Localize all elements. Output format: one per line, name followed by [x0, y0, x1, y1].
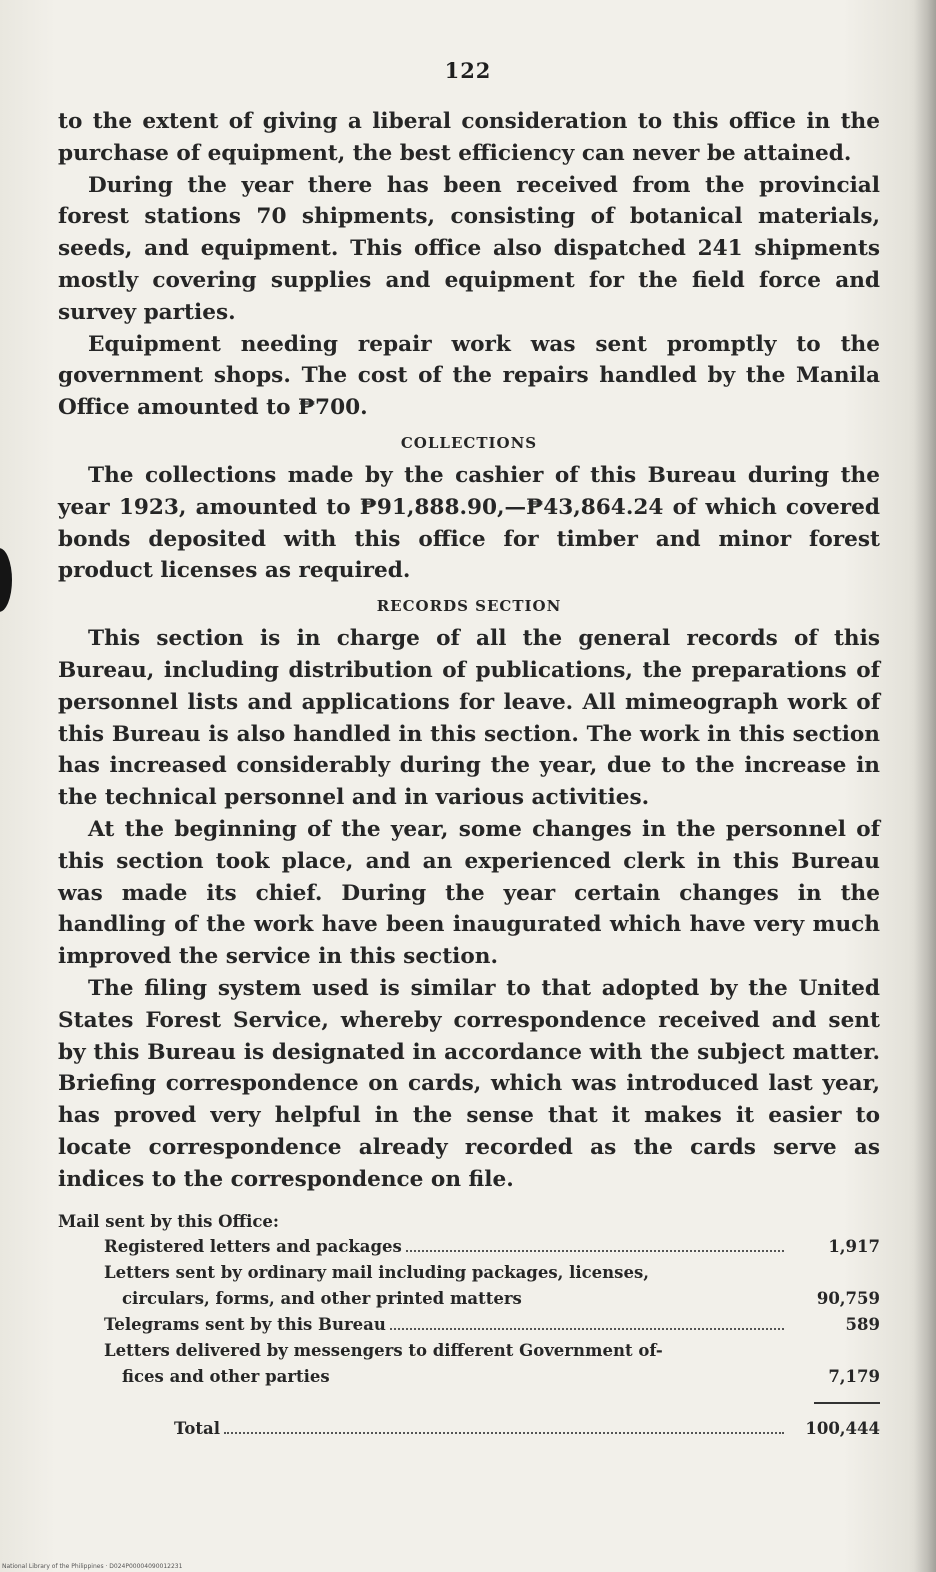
- total-label: Total: [174, 1418, 220, 1438]
- collections-heading: COLLECTIONS: [400, 433, 538, 452]
- binding-hole: [0, 548, 12, 612]
- dot-leader: [406, 1249, 784, 1252]
- paragraph-records-charge: This section is in charge of all the general records of this Bureau, including distribution of publications, the preparations of personnel lists and applications for leave. All mimeograph work of this Bureau is also handled in this section. The work in this section has increased considerably during the year, due to the increase in the technical personnel and in various activities.: [58, 626, 880, 811]
- mail-row-label-cont: fices and other parties: [122, 1366, 330, 1386]
- mail-row-label: Letters delivered by messengers to different Government of-: [104, 1340, 663, 1360]
- page-number: 122: [444, 58, 492, 83]
- mail-row-label: Letters sent by ordinary mail including packages, licenses,: [104, 1262, 649, 1282]
- records-section-heading: RECORDS SECTION: [376, 597, 562, 616]
- page-content: [58, 106, 880, 1442]
- mail-row-value: 589: [845, 1314, 880, 1334]
- mail-row-label-cont: circulars, forms, and other printed matters: [122, 1288, 522, 1308]
- mail-row-ordinary: [58, 1260, 880, 1312]
- total-rule-row: [58, 1390, 880, 1404]
- mail-row-value: 1,917: [828, 1236, 880, 1256]
- dot-leader: [224, 1431, 784, 1434]
- mail-row-messengers: [58, 1338, 880, 1390]
- page-edge-shadow: [914, 0, 936, 1572]
- paragraph-continuation: to the extent of giving a liberal consideration to this office in the purchase of equipment, the best efficiency can never be attained.: [58, 109, 880, 166]
- paragraph-records-changes: At the beginning of the year, some changes in the personnel of this section took place, and an experienced clerk in this Bureau was made its chief. During the year certain changes in the handling of the work have been inaugurated which have very much improved the service in this section.: [58, 816, 880, 970]
- mail-total-row: [58, 1404, 880, 1442]
- mail-row-value: 7,179: [828, 1366, 880, 1386]
- paragraph-collections: The collections made by the cashier of this Bureau during the year 1923, amounted to ₱91,888.90,—₱43,864.24 of which covered bonds deposited with this office for timber and minor forest product licenses as required.: [58, 462, 880, 584]
- paragraph-filing-system: The filing system used is similar to that adopted by the United States Forest Service, whereby correspondence received and sent by this Bureau is designated in accordance with the subject matter. Briefing correspondence on cards, which was introduced last year, has proved very helpful in the sense that it makes it easier to locate correspondence already recorded as the cards serve as indices to the correspondence on file.: [58, 975, 880, 1192]
- mail-row-label: Telegrams sent by this Bureau: [104, 1314, 386, 1334]
- dot-leader: [390, 1327, 784, 1330]
- total-value: 100,444: [805, 1418, 880, 1438]
- mail-row-label: Registered letters and packages: [104, 1236, 402, 1256]
- scan-footer-note: National Library of the Philippines · D024P00004090012231: [2, 1563, 183, 1570]
- mail-row-value: 90,759: [816, 1288, 880, 1308]
- mail-heading: Mail sent by this Office:: [58, 1211, 279, 1231]
- paragraph-repairs: Equipment needing repair work was sent promptly to the government shops. The cost of the repairs handled by the Manila Office amounted to ₱700.: [58, 331, 880, 421]
- mail-table: [58, 1234, 880, 1442]
- mail-row-registered: [58, 1234, 880, 1260]
- paragraph-shipments: During the year there has been received from the provincial forest stations 70 shipments, consisting of botanical materials, seeds, and equipment. This office also dispatched 241 shipments mostly covering supplies and equipment for the field force and survey parties.: [58, 172, 880, 325]
- mail-row-telegrams: [58, 1312, 880, 1338]
